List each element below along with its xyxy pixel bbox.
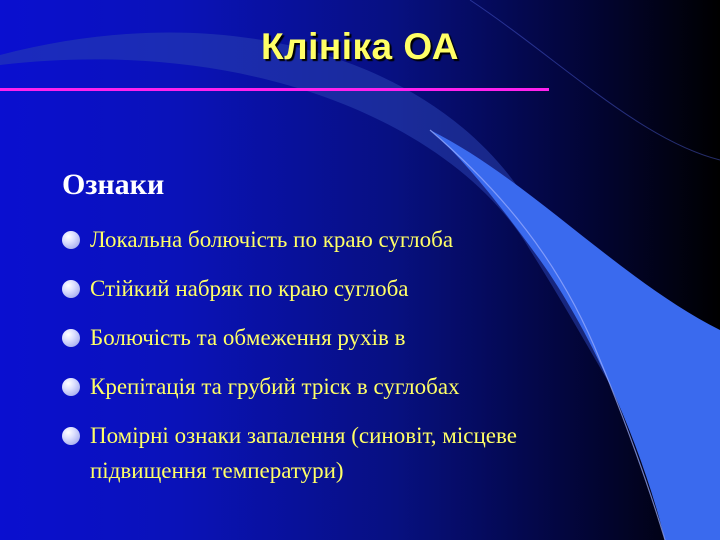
bullet-text: Помірні ознаки запалення (синовіт, місцеве підвищення температури) [90, 423, 517, 483]
bullet-text: Крепітація та грубий тріск в суглобах [90, 374, 460, 399]
slide-title: Клініка ОА [261, 26, 459, 67]
bullet-dot-icon [62, 231, 80, 249]
bullet-item [62, 320, 622, 355]
bullet-list [62, 222, 622, 502]
bullet-item [62, 369, 622, 404]
bullet-dot-icon [62, 427, 80, 445]
bullet-dot-icon [62, 378, 80, 396]
bullet-item [62, 222, 622, 257]
bullet-dot-icon [62, 329, 80, 347]
bullet-text: Стійкий набряк по краю суглоба [90, 276, 409, 301]
bullet-dot-icon [62, 280, 80, 298]
bullet-text: Болючість та обмеження рухів в [90, 325, 406, 350]
bullet-item [62, 418, 622, 488]
bullet-item [62, 271, 622, 306]
title-underline [0, 88, 549, 91]
bullet-text: Локальна болючість по краю суглоба [90, 227, 454, 252]
section-heading: Ознаки [62, 168, 165, 201]
